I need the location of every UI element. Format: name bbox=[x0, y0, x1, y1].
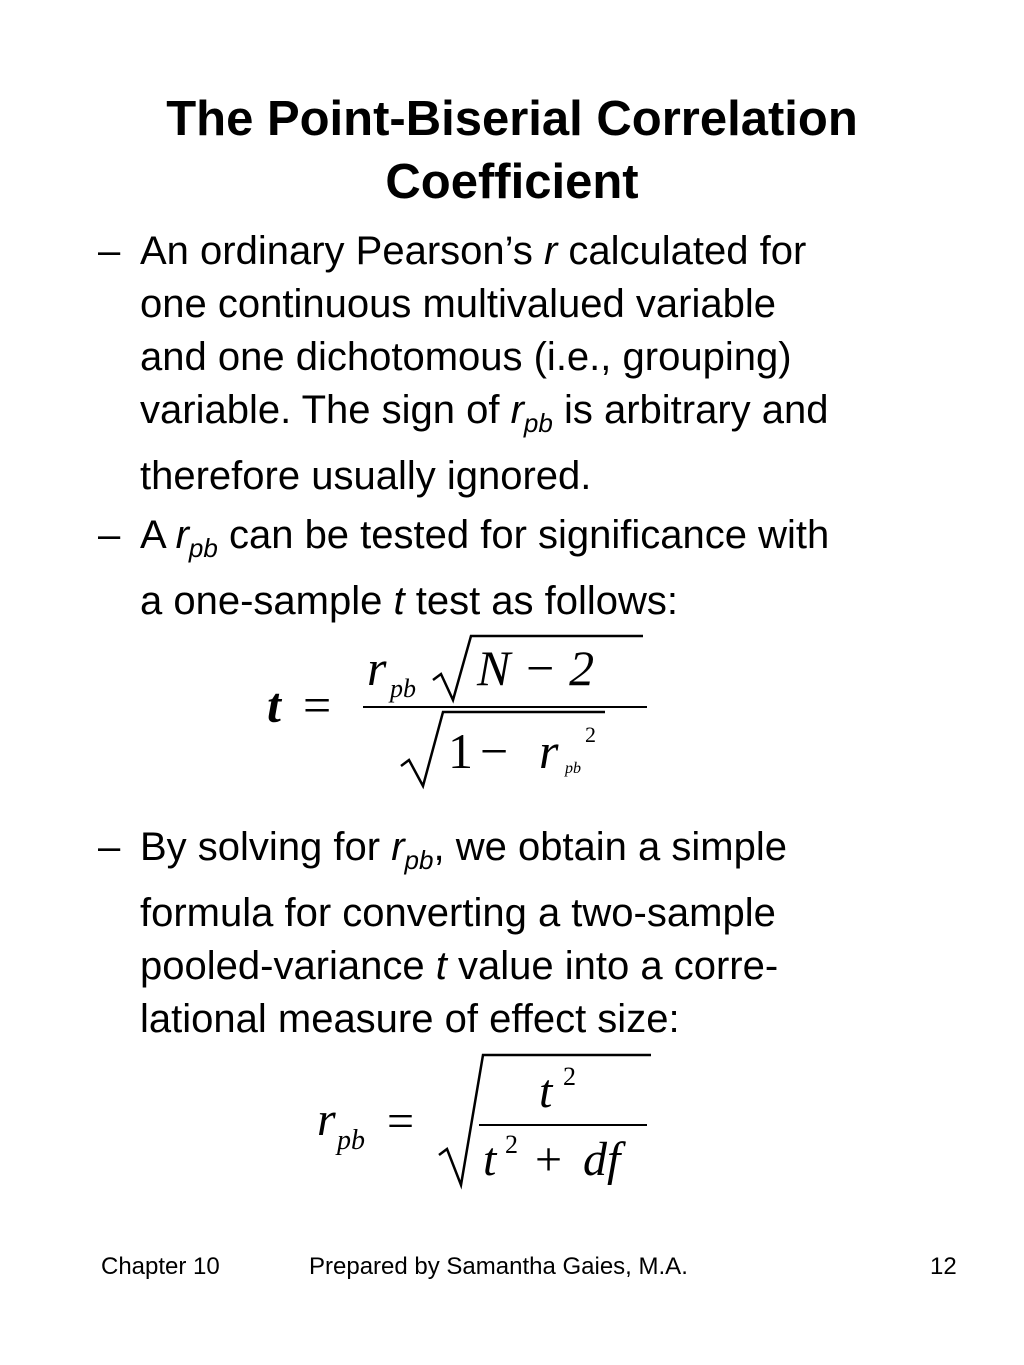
footer-page-number: 12 bbox=[930, 1253, 957, 1280]
denominator-t: t bbox=[483, 1133, 497, 1186]
denominator-minus: − bbox=[480, 723, 509, 779]
lhs-subscript-pb: pb bbox=[337, 1125, 365, 1156]
denominator-superscript-2: 2 bbox=[505, 1130, 518, 1159]
bullet-line: one continuous multivalued variable bbox=[140, 282, 776, 326]
bullet-dash: – bbox=[98, 513, 121, 557]
bullet-text bbox=[140, 821, 910, 1046]
lhs-r: r bbox=[317, 1093, 336, 1146]
bullet-dash: – bbox=[98, 825, 121, 869]
denominator-one: 1 bbox=[448, 723, 473, 779]
bullet-line: lational measure of effect size: bbox=[140, 997, 680, 1041]
bullet-line: By solving for $r_{pb}$, we obtain a simple bbox=[140, 825, 787, 875]
bullet-line: formula for converting a two-sample bbox=[140, 891, 776, 935]
formula-equals: = bbox=[303, 677, 332, 733]
bullet-line: variable. The sign of $r_{pb}$ is arbitrary and bbox=[140, 388, 829, 438]
footer-prepared-by: Prepared by Samantha Gaies, M.A. bbox=[309, 1253, 688, 1280]
denominator-plus: + bbox=[535, 1133, 563, 1186]
bullet-line: pooled-variance t value into a corre- bbox=[140, 944, 779, 988]
numerator-radicand: N − 2 bbox=[477, 640, 595, 696]
denominator-superscript-2: 2 bbox=[585, 722, 596, 747]
formula-equals: = bbox=[387, 1095, 415, 1148]
bullet-line: a one-sample t test as follows: bbox=[140, 579, 679, 623]
footer-chapter: Chapter 10 bbox=[101, 1253, 220, 1280]
slide-title bbox=[60, 88, 964, 214]
numerator-superscript-2: 2 bbox=[563, 1062, 576, 1091]
t-test-formula bbox=[255, 620, 675, 800]
title-line-2: Coefficient bbox=[385, 155, 639, 209]
numerator-r: r bbox=[367, 640, 387, 696]
denominator-r: r bbox=[539, 723, 559, 779]
bullet-dash: – bbox=[98, 229, 121, 273]
title-line-1: The Point-Biserial Correlation bbox=[166, 92, 858, 146]
effect-size-formula bbox=[305, 1045, 665, 1195]
bullet-line: and one dichotomous (i.e., grouping) bbox=[140, 335, 792, 379]
bullet-line: therefore usually ignored. bbox=[140, 454, 592, 498]
denominator-subscript-pb: pb bbox=[565, 760, 581, 777]
bullet-text bbox=[140, 509, 910, 628]
denominator-df: df bbox=[583, 1133, 621, 1186]
formula-lhs-t: t bbox=[267, 677, 281, 733]
bullet-line: An ordinary Pearson’s r calculated for bbox=[140, 229, 807, 273]
numerator-subscript-pb: pb bbox=[390, 674, 416, 703]
bullet-text bbox=[140, 225, 910, 503]
numerator-t: t bbox=[539, 1065, 553, 1118]
bullet-line: A $r_{pb}$ can be tested for significance with bbox=[140, 513, 830, 563]
